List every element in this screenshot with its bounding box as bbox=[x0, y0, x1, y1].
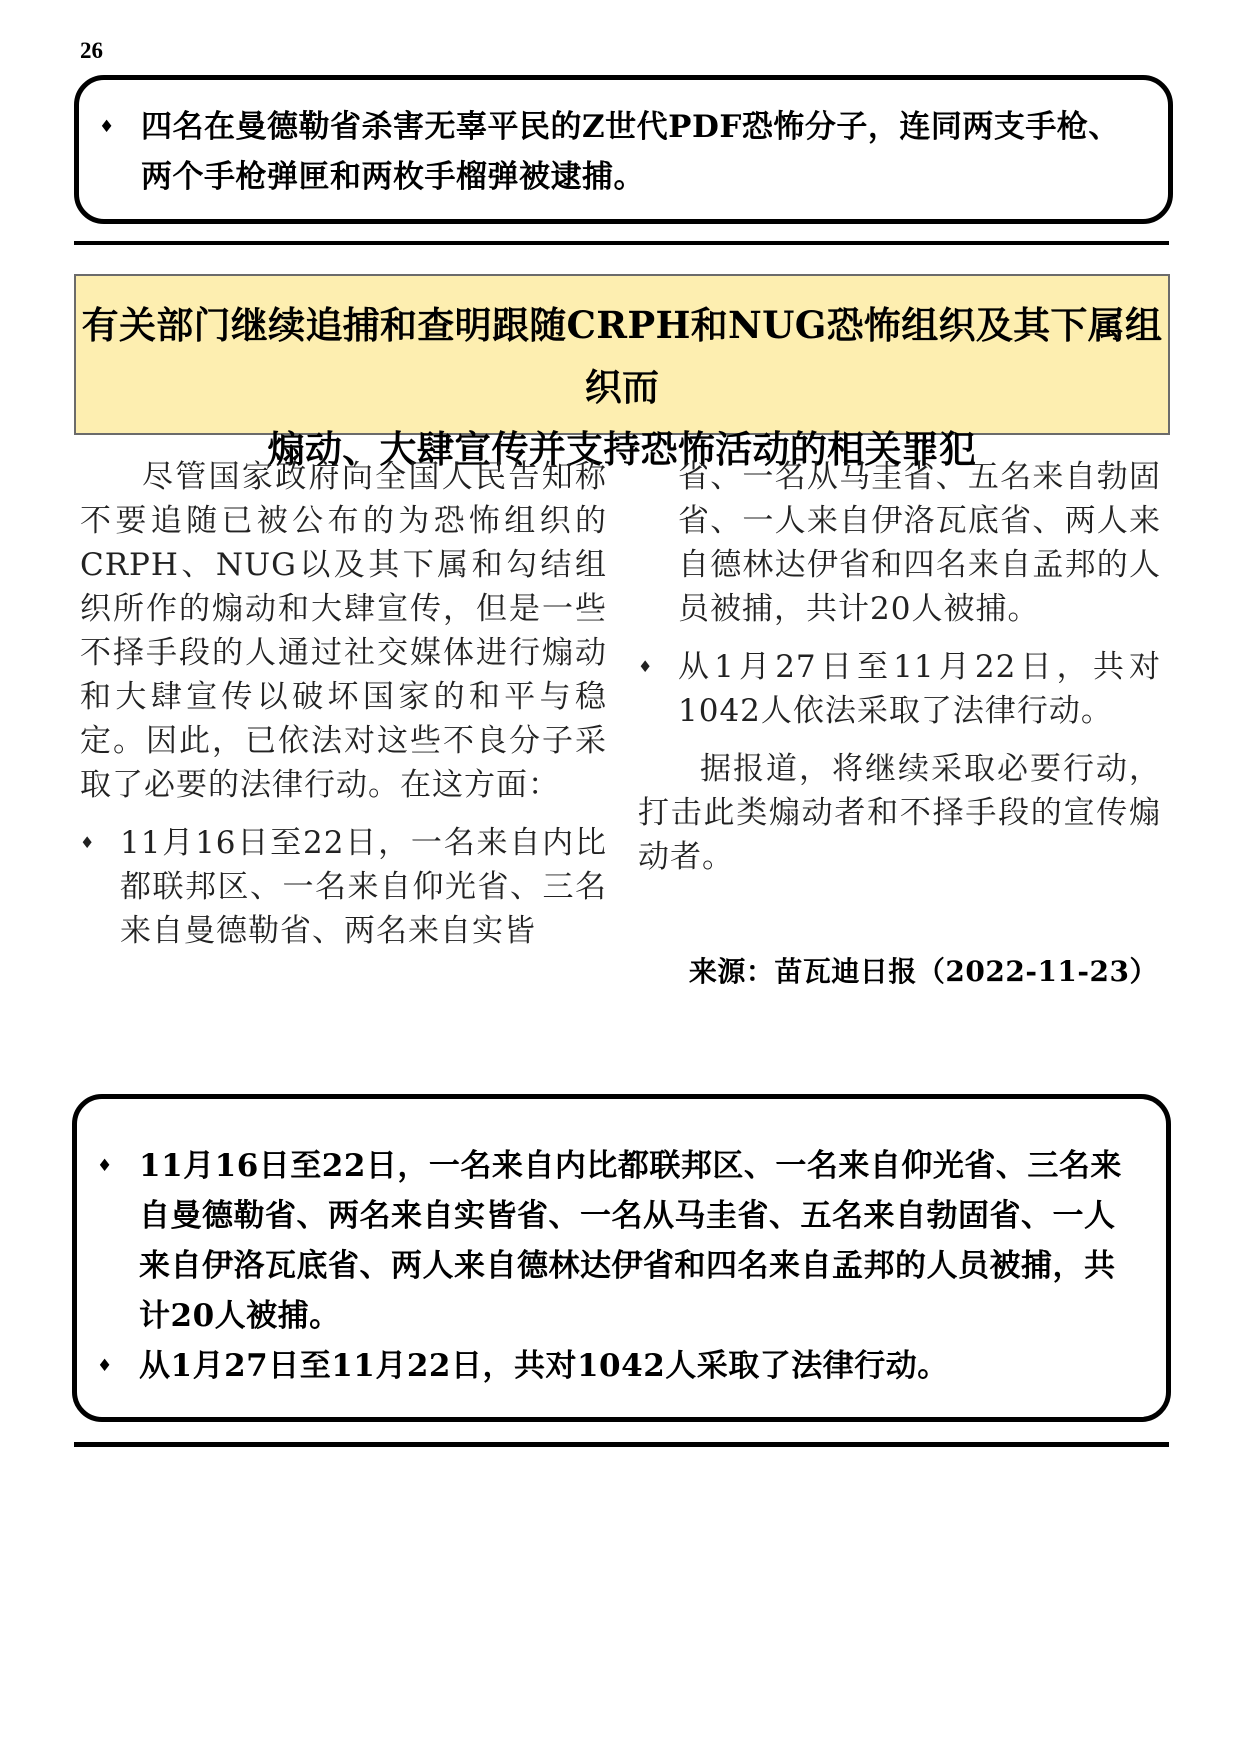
diamond-bullet-icon: ♦ bbox=[97, 1356, 113, 1376]
summary-item-text: 从1月27日至11月22日，共对1042人采取了法律行动。 bbox=[139, 1348, 949, 1384]
article-bullet-2-text: 从1月27日至11月22日，共对1042人依法采取了法律行动。 bbox=[678, 649, 1161, 729]
summary-item-text: 11月16日至22日，一名来自内比都联邦区、一名来自仰光省、三名来自曼德勒省、两名来自实皆省、一名从马圭省、五名来自勃固省、一人来自伊洛瓦底省、两人来自德林达伊省和四名来自孟邦的人员被捕，共计20人被捕。 bbox=[139, 1148, 1122, 1334]
page-number: 26 bbox=[80, 38, 103, 63]
article-column-left bbox=[80, 455, 607, 953]
heading-line-1: 有关部门继续追捕和查明跟随CRPH和NUG恐怖组织及其下属组织而 bbox=[81, 303, 1163, 409]
diamond-bullet-icon: ♦ bbox=[99, 117, 115, 137]
diamond-bullet-icon: ♦ bbox=[80, 833, 96, 852]
summary-item bbox=[99, 102, 1148, 202]
article-source: 来源：苗瓦迪日报（2022-11-23） bbox=[688, 955, 1158, 988]
diamond-bullet-icon: ♦ bbox=[638, 657, 654, 676]
article-intro: 尽管国家政府向全国人民告知称不要追随已被公布的为恐怖组织的CRPH、NUG以及其下属和勾结组织所作的煽动和大肆宣传，但是一些不择手段的人通过社交媒体进行煽动和大肆宣传以破坏国家的和平与稳定。因此，已依法对这些不良分子采取了必要的法律行动。在这方面： bbox=[80, 459, 607, 803]
diamond-bullet-icon: ♦ bbox=[97, 1156, 113, 1176]
divider-line bbox=[74, 241, 1169, 245]
divider-line bbox=[74, 1442, 1169, 1447]
summary-box-top bbox=[74, 75, 1173, 224]
article-bullet-1-continued: 省、一名从马圭省、五名来自勃固省、一人来自伊洛瓦底省、两人来自德林达伊省和四名来自孟邦的人员被捕，共计20人被捕。 bbox=[678, 459, 1161, 627]
summary-item bbox=[97, 1341, 1146, 1391]
article-heading bbox=[74, 274, 1170, 471]
summary-box-bottom bbox=[72, 1094, 1171, 1422]
summary-item bbox=[97, 1141, 1146, 1341]
summary-item-text: 四名在曼德勒省杀害无辜平民的Z世代PDF恐怖分子，连同两支手枪、两个手枪弹匣和两枚手榴弹被逮捕。 bbox=[141, 109, 1120, 195]
article-closing: 据报道，将继续采取必要行动，打击此类煽动者和不择手段的宣传煽动者。 bbox=[638, 751, 1161, 875]
article-bullet-1-text: 11月16日至22日，一名来自内比都联邦区、一名来自仰光省、三名来自曼德勒省、两名来自实皆 bbox=[120, 825, 607, 949]
article-column-right bbox=[638, 455, 1161, 879]
heading-line-2: 煽动、大肆宣传并支持恐怖活动的相关罪犯 bbox=[267, 427, 977, 471]
article-bullet-1 bbox=[80, 821, 607, 953]
article-bullet-2 bbox=[638, 645, 1161, 733]
